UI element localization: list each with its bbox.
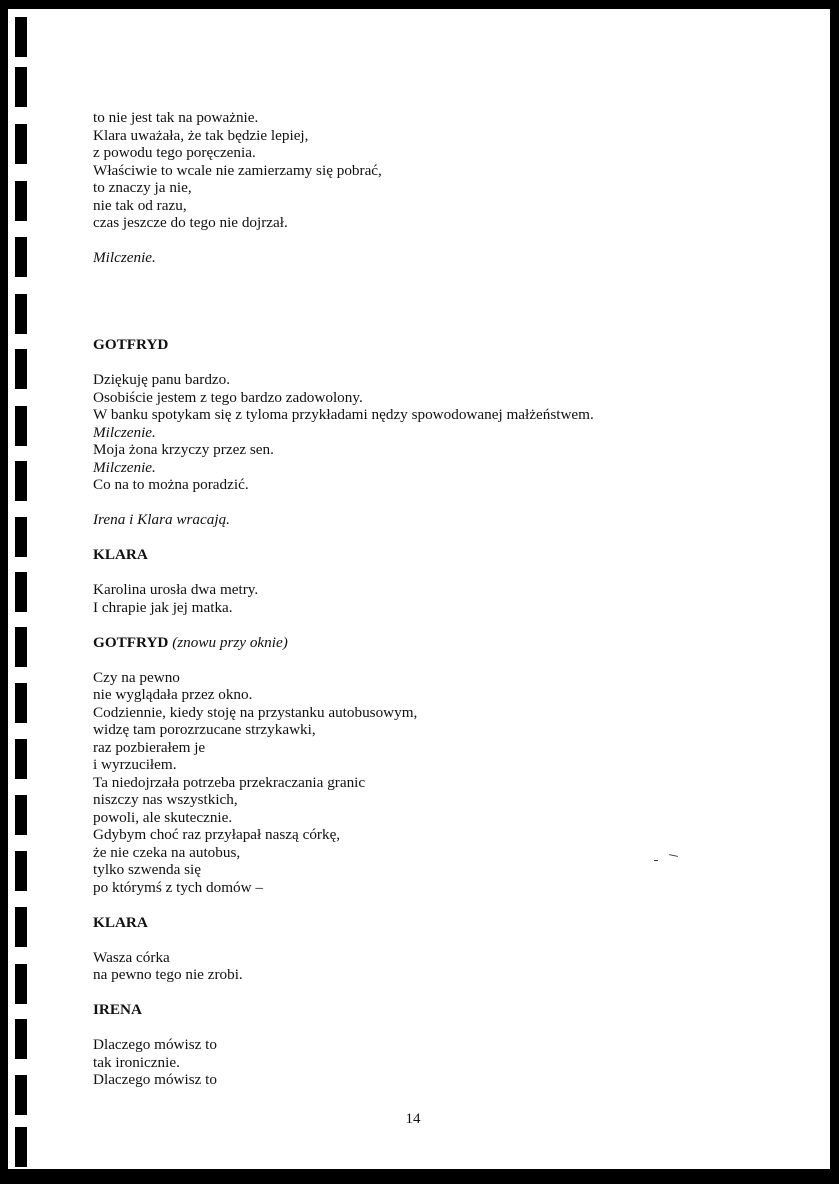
dialogue-line: nie tak od razu, (93, 196, 187, 214)
dialogue-line: Karolina urosła dwa metry. (93, 581, 259, 598)
dialogue-line: raz pozbierałem je (93, 738, 206, 756)
dialogue-line: Gdybym choć raz przyłapał naszą córkę, (93, 826, 341, 843)
dialogue-line: z powodu tego poręczenia. (93, 144, 256, 161)
dialogue-line: Ta niedojrzała potrzeba przekraczania granic (93, 773, 366, 791)
dialogue-line: na pewno tego nie zrobi. (93, 966, 243, 983)
dialogue-line: Co na to można poradzić. (93, 476, 249, 493)
dialogue-line: Wasza córka (93, 948, 170, 966)
binding-mark (15, 1019, 27, 1059)
binding-mark (15, 517, 27, 557)
speaker-name: KLARA (93, 546, 148, 563)
binding-mark (15, 964, 27, 1004)
dialogue-line: Czy na pewno (93, 668, 180, 686)
dialogue-line: widzę tam porozrzucane strzykawki, (93, 721, 316, 738)
dialogue-line: nie wyglądała przez okno. (93, 686, 253, 703)
dialogue-line: że nie czeka na autobus, (93, 843, 241, 861)
stage-direction: Milczenie. (93, 458, 156, 476)
dialogue-line: Dlaczego mówisz to (93, 1036, 217, 1053)
dialogue-line: Właściwie to wcale nie zamierzamy się pobrać, (93, 161, 382, 179)
speaker-note: (znowu przy oknie) (172, 633, 288, 651)
binding-mark (15, 67, 27, 107)
speaker-name (93, 634, 793, 652)
binding-mark (15, 17, 27, 57)
binding-mark (15, 406, 27, 446)
binding-mark (15, 907, 27, 947)
binding-mark (15, 739, 27, 779)
stage-direction: Milczenie. (93, 423, 156, 441)
dialogue-line: po którymś z tych domów – (93, 878, 263, 896)
binding-mark (15, 683, 27, 723)
dialogue-line: W banku spotykam się z tyloma przykładami nędzy spowodowanej małżeństwem. (93, 406, 594, 423)
speaker-name: GOTFRYD (93, 336, 169, 353)
binding-mark (15, 851, 27, 891)
dialogue-line: Osobiście jestem z tego bardzo zadowolony. (93, 388, 363, 406)
dialogue-line: Dlaczego mówisz to (93, 1071, 217, 1088)
binding-mark (15, 627, 27, 667)
dialogue-line: czas jeszcze do tego nie dojrzał. (93, 214, 288, 231)
speaker-name: KLARA (93, 913, 148, 931)
binding-mark (15, 1075, 27, 1115)
dialogue-line: Codziennie, kiedy stoję na przystanku autobusowym, (93, 703, 418, 721)
dialogue-line: Dziękuję panu bardzo. (93, 371, 231, 388)
binding-mark (15, 1127, 27, 1167)
speaker-name: IRENA (93, 1001, 142, 1018)
dialogue-line: to znaczy ja nie, (93, 179, 192, 196)
binding-mark (15, 181, 27, 221)
dialogue-line: niszczy nas wszystkich, (93, 791, 238, 808)
binding-mark (15, 795, 27, 835)
binding-mark (15, 461, 27, 501)
page-number: 14 (405, 1111, 421, 1127)
dialogue-line: to nie jest tak na poważnie. (93, 109, 259, 126)
script-text (93, 109, 793, 1089)
binding-mark (15, 237, 27, 277)
stage-direction: Milczenie. (93, 249, 156, 266)
dialogue-line: Klara uważała, że tak będzie lepiej, (93, 126, 309, 144)
speaker-name-text: GOTFRYD (93, 633, 169, 651)
dialogue-line: tylko szwenda się (93, 861, 201, 878)
dialogue-line: I chrapie jak jej matka. (93, 598, 233, 616)
binding-mark (15, 124, 27, 164)
dialogue-line: tak ironicznie. (93, 1053, 180, 1071)
dialogue-line: i wyrzuciłem. (93, 756, 177, 773)
dialogue-line: powoli, ale skutecznie. (93, 808, 233, 826)
stage-direction: Irena i Klara wracają. (93, 511, 230, 528)
dialogue-line: Moja żona krzyczy przez sen. (93, 441, 274, 458)
binding-mark (15, 349, 27, 389)
binding-mark (15, 294, 27, 334)
binding-mark (15, 572, 27, 612)
document-page (8, 9, 830, 1169)
